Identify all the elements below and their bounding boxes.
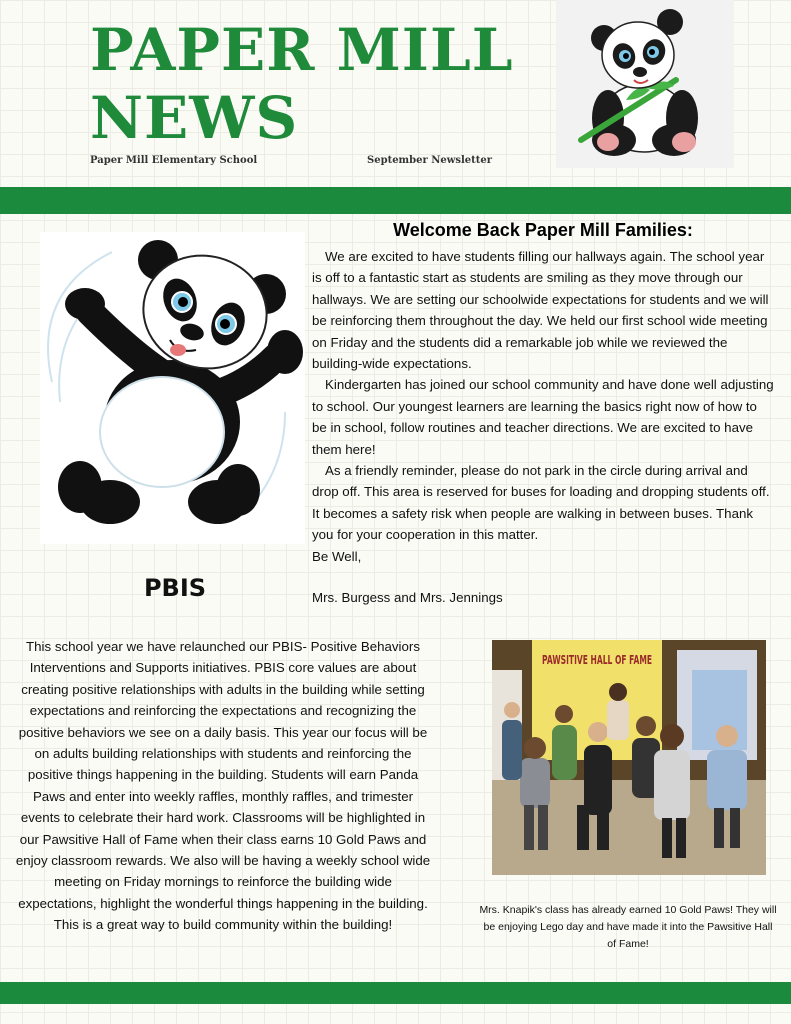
welcome-letter (312, 246, 774, 567)
newsletter-title (90, 16, 530, 152)
panda-eating-bamboo-image (556, 0, 734, 168)
sign-text: PAWSITIVE HALL OF FAME (542, 653, 652, 667)
pbis-body: This school year we have relaunched our PBIS- Positive Behaviors Interventions and Supports initiatives. PBIS core values are about creating positive relationships with adults in the building while setting expectations and reinforcing the expectations and recognizing the positive behaviors we see on a daily basis. This year our focus will be on adults building relationships with students and reinforcing the positive things happening in the building. Students will earn Panda Paws and enter into weekly raffles, monthly raffles, and trimester events to celebrate their hard work. Classrooms will be highlighted in our Pawsitive Hall of Fame when their class earns 10 Gold Paws and enjoy classroom rewards. We also will be having a weekly school wide meeting on Friday mornings to reinforce the building wide expectations, highlight the wonderful things happening in the building. This is a great way to build community within the building! (15, 639, 431, 933)
bottom-divider-bar (0, 982, 791, 1004)
pbis-heading: PBIS (143, 574, 207, 602)
panda-sitting-icon (556, 0, 734, 168)
photo-caption: Mrs. Knapik's class has already earned 10 Gold Paws! They will be enjoying Lego day and have made it into the Pawsitive Hall of Fame! (479, 904, 777, 950)
school-name: Paper Mill Elementary School (90, 155, 258, 166)
classroom-photo-icon (492, 640, 766, 875)
welcome-paragraph-2: Kindergarten has joined our school community and have done well adjusting to school. Our youngest learners are learning the basics right now of how to be in school, follow routines and teacher directions. We are excited to have them here! (312, 377, 774, 457)
welcome-closing: Be Well, (312, 548, 362, 564)
welcome-paragraph-3: As a friendly reminder, please do not park in the circle during arrival and drop off. This area is reserved for buses for loading and dropping students off. It becomes a safety risk when people are walking in between buses. Thank you for your cooperation in this matter. (312, 463, 770, 543)
welcome-signers: Mrs. Burgess and Mrs. Jennings (312, 590, 503, 605)
top-divider-bar (0, 187, 791, 214)
panda-jumping-icon (40, 232, 305, 544)
newsletter-edition: September Newsletter (367, 155, 493, 166)
welcome-heading: Welcome Back Paper Mill Families: (393, 220, 693, 240)
panda-jumping-image (40, 232, 305, 544)
title-line-1: PAPER MILL (90, 16, 514, 84)
title-line-2: NEWS (90, 84, 299, 152)
welcome-paragraph-1: We are excited to have students filling our hallways again. The school year is off to a fantastic start as students are smiling as they move through our hallways. We are setting our schoolwide expectations for students and we will be reinforcing them throughout the day. We held our first school wide meeting on Friday and the students did a remarkable job while we reviewed the building-wide expectations. (312, 249, 769, 372)
hall-of-fame-photo (492, 640, 766, 875)
